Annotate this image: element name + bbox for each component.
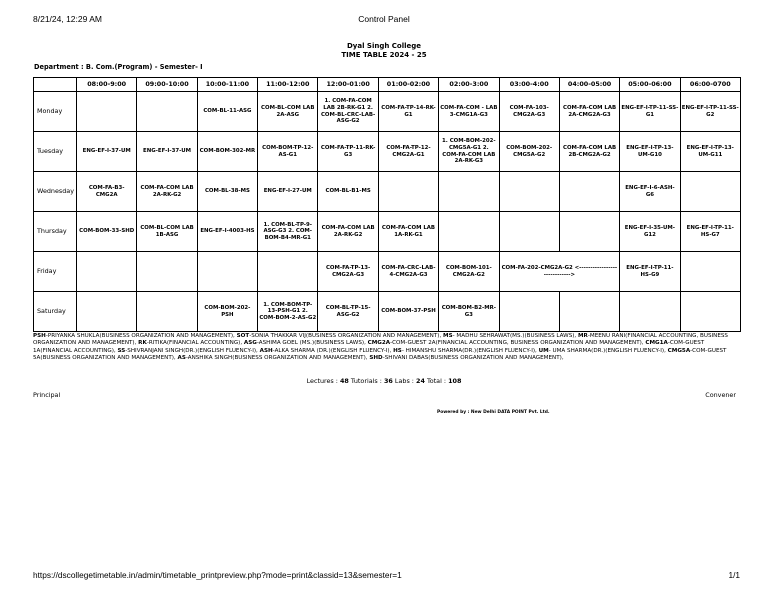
class-cell: COM-BL-COM LAB 2A-ASG <box>258 92 318 132</box>
legend-code: MS <box>443 333 453 339</box>
class-cell <box>559 292 619 332</box>
class-cell: 1. COM-BOM-202-CMG5A-G1 2. COM-FA-COM LAB 2A-RK-G3 <box>439 132 499 172</box>
time-slot-header-row <box>34 78 741 92</box>
class-cell: COM-FA-COM LAB 2A-RK-G2 <box>137 172 197 212</box>
legend-code: SHD <box>369 355 383 362</box>
principal-signature: Principal <box>33 391 61 399</box>
day-label: Saturday <box>34 292 77 332</box>
class-cell: 1. COM-BOM-TP-13-PSH-G1 2. COM-BOM-2-AS-G2 <box>258 292 318 332</box>
legend-description: -SHIVANI DABAS(BUSINESS ORGANIZATION AND MANAGEMENT), <box>382 355 564 362</box>
day-row-saturday <box>34 292 741 332</box>
page-number: 1/1 <box>728 570 740 580</box>
time-slot-header: 09:00-10:00 <box>137 78 197 92</box>
time-slot-header: 05:00-06:00 <box>620 78 680 92</box>
class-cell: 1. COM-BL-TP-9-ASG-G3 2. COM-BOM-B4-MR-G1 <box>258 212 318 252</box>
class-cell: COM-FA-TP-14-RK-G1 <box>378 92 438 132</box>
legend-code: UM <box>538 347 549 354</box>
class-cell <box>77 292 137 332</box>
class-cell: ENG-EF-I-37-UM <box>137 132 197 172</box>
class-cell: COM-BOM-TP-12-AS-G1 <box>258 132 318 172</box>
day-label: Wednesday <box>34 172 77 212</box>
timetable-grid <box>33 77 741 332</box>
legend-code: SS <box>117 347 126 354</box>
day-label: Thursday <box>34 212 77 252</box>
legend-description: - HIMANSHU SHARMA(DR.)(ENGLISH FLUENCY-I), <box>401 347 539 354</box>
total-count: 108 <box>448 377 462 385</box>
class-cell: COM-FA-COM LAB 2A-RK-G2 <box>318 212 378 252</box>
class-cell: COM-FA-103-CMG2A-G3 <box>499 92 559 132</box>
day-row-monday <box>34 92 741 132</box>
day-header-corner <box>34 78 77 92</box>
class-cell: COM-BOM-33-SHD <box>77 212 137 252</box>
day-label: Tuesday <box>34 132 77 172</box>
class-cell: COM-BL-TP-15-ASG-G2 <box>318 292 378 332</box>
day-label: Friday <box>34 252 77 292</box>
powered-by: Powered by : New Delhi DATA POINT Pvt. Ltd. <box>437 410 550 415</box>
college-header <box>0 42 768 60</box>
lectures-count: 48 <box>339 377 349 385</box>
legend-description: -SONIA THAKKAR VIJ(BUSINESS ORGANIZATION AND MANAGEMENT), <box>249 333 444 339</box>
college-name: Dyal Singh College <box>346 42 422 50</box>
class-cell: COM-FA-COM LAB 2A-CMG2A-G3 <box>559 92 619 132</box>
legend-description: -ASHIMA GOEL (MS.)(BUSINESS LAWS), <box>256 340 368 347</box>
class-cell: ENG-EF-I-27-UM <box>258 172 318 212</box>
legend-description: -COM-GUEST 1A(FINANCIAL ACCOUNTING), <box>33 340 705 354</box>
time-slot-header: 12:00-01:00 <box>318 78 378 92</box>
legend-code: HS <box>393 347 402 354</box>
class-cell: COM-FA-TP-11-RK-G3 <box>318 132 378 172</box>
class-cell: COM-FA-COM - LAB 3-CMG1A-G3 <box>439 92 499 132</box>
legend-description: -COM-GUEST 2A(FINANCIAL ACCOUNTING, BUSINESS ORGANIZATION AND MANAGEMENT), <box>390 340 646 347</box>
day-row-wednesday <box>34 172 741 212</box>
legend-code: CMG2A <box>367 340 391 347</box>
class-cell: ENG-EF-I-TP-11-SS-G1 <box>620 92 680 132</box>
labs-label: Labs : <box>392 377 416 385</box>
totals-line <box>0 377 768 385</box>
class-cell: COM-FA-TP-12-CMG2A-G1 <box>378 132 438 172</box>
print-datetime: 8/21/24, 12:29 AM <box>33 14 102 24</box>
day-label: Monday <box>34 92 77 132</box>
class-cell <box>137 252 197 292</box>
class-cell: ENG-EF-I-TP-13-UM-G10 <box>620 132 680 172</box>
legend-description: -MEENU RANI(FINANCIAL ACCOUNTING, BUSINESS ORGANIZATION AND MANAGEMENT), <box>33 333 728 347</box>
class-cell <box>77 252 137 292</box>
class-cell: COM-BL-38-MS <box>197 172 257 212</box>
class-cell: ENG-EF-I-6-ASH-G6 <box>620 172 680 212</box>
class-cell: COM-BOM-101-CMG2A-G2 <box>439 252 499 292</box>
time-slot-header: 01:00-02:00 <box>378 78 438 92</box>
class-cell <box>559 172 619 212</box>
time-slot-header: 10:00-11:00 <box>197 78 257 92</box>
class-cell <box>499 292 559 332</box>
time-slot-header: 08:00-9:00 <box>77 78 137 92</box>
labs-count: 24 <box>416 377 425 385</box>
legend-code: PSH <box>33 333 46 339</box>
class-cell <box>499 172 559 212</box>
class-cell <box>77 92 137 132</box>
legend-code: ASH <box>259 347 273 354</box>
class-cell <box>137 292 197 332</box>
legend-code: AS <box>177 355 186 362</box>
legend-code: CMG5A <box>667 347 691 354</box>
class-cell: COM-BOM-202-CMG5A-G2 <box>499 132 559 172</box>
class-cell: COM-BOM-B2-MR-G3 <box>439 292 499 332</box>
tutorials-label: Tutorials : <box>348 377 384 385</box>
print-page-title: Control Panel <box>358 14 410 24</box>
class-cell: ENG-EF-I-TP-11-SS-G2 <box>680 92 740 132</box>
legend-code: SOT <box>236 333 250 339</box>
class-cell <box>559 212 619 252</box>
class-cell: ENG-EF-I-TP-11-HS-G7 <box>680 212 740 252</box>
class-cell: COM-FA-TP-13-CMG2A-G3 <box>318 252 378 292</box>
class-cell <box>378 172 438 212</box>
class-cell <box>137 92 197 132</box>
time-slot-header: 02:00-3:00 <box>439 78 499 92</box>
class-cell <box>439 172 499 212</box>
class-cell <box>439 212 499 252</box>
legend-description: - MADHU SEHRAWAT(MS.)(BUSINESS LAWS), <box>452 333 578 339</box>
total-label: Total : <box>424 377 449 385</box>
legend-description: -PRIYANKA SHUKLA(BUSINESS ORGANIZATION AND MANAGEMENT), <box>45 333 237 339</box>
legend-code: CMG1A <box>645 340 668 347</box>
legend-description: -ANSHIKA SINGH(BUSINESS ORGANIZATION AND MANAGEMENT), <box>185 355 370 362</box>
legend-description: - UMA SHARMA(DR.)(ENGLISH FLUENCY-I), <box>548 347 668 354</box>
legend-code: ASG <box>243 340 257 347</box>
class-cell: COM-FA-202-CMG2A-G2 <-----------------------------> <box>499 252 620 292</box>
tutorials-count: 36 <box>383 377 393 385</box>
class-cell <box>680 172 740 212</box>
class-cell: COM-FA-B3-CMG2A <box>77 172 137 212</box>
class-cell: COM-BOM-202-PSH <box>197 292 257 332</box>
class-cell <box>680 252 740 292</box>
class-cell: COM-BL-11-ASG <box>197 92 257 132</box>
class-cell: ENG-EF-I-4003-HS <box>197 212 257 252</box>
faculty-legend <box>33 333 738 363</box>
class-cell: ENG-EF-I-TP-11-HS-G9 <box>620 252 680 292</box>
legend-description: -COM-GUEST 5A(BUSINESS ORGANIZATION AND MANAGEMENT), <box>33 347 727 362</box>
class-cell: COM-BOM-302-MR <box>197 132 257 172</box>
class-cell: COM-FA-COM LAB 1A-RK-G1 <box>378 212 438 252</box>
time-slot-header: 04:00-05:00 <box>559 78 619 92</box>
class-cell <box>499 212 559 252</box>
lectures-label: Lectures : <box>306 377 340 385</box>
time-slot-header: 03:00-4:00 <box>499 78 559 92</box>
class-cell <box>258 252 318 292</box>
time-slot-header: 11:00-12:00 <box>258 78 318 92</box>
legend-description: -RITIKA(FINANCIAL ACCOUNTING), <box>146 340 244 347</box>
day-row-tuesday <box>34 132 741 172</box>
class-cell: COM-BL-B1-MS <box>318 172 378 212</box>
legend-code: MR <box>577 333 588 339</box>
class-cell: COM-BOM-37-PSH <box>378 292 438 332</box>
class-cell: ENG-EF-I-35-UM-G12 <box>620 212 680 252</box>
class-cell: ENG-EF-I-TP-13-UM-G11 <box>680 132 740 172</box>
timetable-title: TIME TABLE 2024 - 25 <box>341 51 427 59</box>
legend-description: -ALKA SHARMA (DR.)(ENGLISH FLUENCY-I), <box>272 347 394 354</box>
class-cell: ENG-EF-I-37-UM <box>77 132 137 172</box>
legend-description: -SHIVRANJANI SINGH(DR.)(ENGLISH FLUENCY-I), <box>125 347 260 354</box>
class-cell: COM-BL-COM LAB 1B-ASG <box>137 212 197 252</box>
department-line: Department : B. Com.(Program) - Semester- I <box>34 63 203 71</box>
class-cell: COM-FA-COM LAB 2B-CMG2A-G2 <box>559 132 619 172</box>
day-row-friday <box>34 252 741 292</box>
class-cell <box>620 292 680 332</box>
class-cell <box>680 292 740 332</box>
class-cell <box>197 252 257 292</box>
time-slot-header: 06:00-0700 <box>680 78 740 92</box>
class-cell: 1. COM-FA-COM LAB 2B-RK-G1 2. COM-BL-CRC-LAB-ASG-G2 <box>318 92 378 132</box>
class-cell: COM-FA-CRC-LAB-4-CMG2A-G3 <box>378 252 438 292</box>
convener-signature: Convener <box>705 391 736 399</box>
legend-code: RK <box>138 340 147 347</box>
day-row-thursday <box>34 212 741 252</box>
print-url: https://dscollegetimetable.in/admin/timetable_printpreview.php?mode=print&classid=13&semester=1 <box>33 570 402 580</box>
